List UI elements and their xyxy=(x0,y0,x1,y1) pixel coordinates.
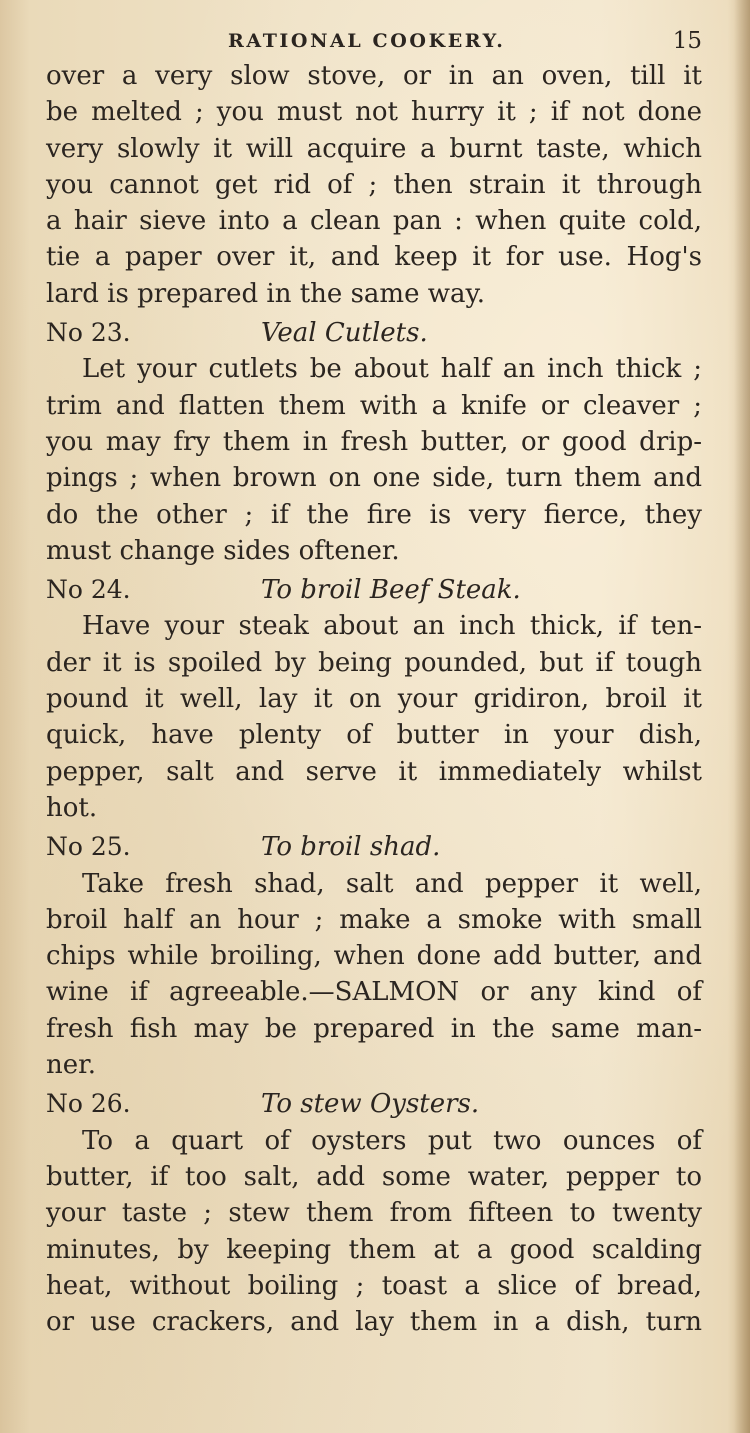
recipe-26 xyxy=(46,1086,702,1340)
text-line: quick, have plenty of butter in your dish, xyxy=(46,720,702,751)
text-line: tie a paper over it, and keep it for use. Hog's xyxy=(46,242,702,273)
text-line: pings ; when brown on one side, turn them and xyxy=(46,463,702,494)
text-line: broil half an hour ; make a smoke with small xyxy=(46,904,702,935)
text-line: Let your cutlets be about half an inch thick ; xyxy=(82,354,702,385)
text-line: you may fry them in fresh butter, or good drip- xyxy=(46,426,702,457)
text-line: Have your steak about an inch thick, if ten- xyxy=(82,611,702,642)
running-head: RATIONAL COOKERY. xyxy=(228,30,506,52)
recipe-title: To broil Beef Steak. xyxy=(261,575,521,606)
recipe-number: No 23. xyxy=(46,318,131,348)
text-line: lard is prepared in the same way. xyxy=(46,278,485,309)
recipe-heading xyxy=(46,829,702,865)
recipe-24 xyxy=(46,572,702,826)
text-line: wine if agreeable.—SALMON or any kind of xyxy=(46,977,702,1008)
recipe-heading xyxy=(46,315,702,351)
page-number: 15 xyxy=(672,28,702,54)
text-line: a hair sieve into a clean pan : when quite cold, xyxy=(46,206,702,237)
recipe-title: Veal Cutlets. xyxy=(261,318,428,349)
text-line: chips while broiling, when done add butter, and xyxy=(46,941,702,972)
text-line: Take fresh shad, salt and pepper it well, xyxy=(82,868,702,899)
recipe-number: No 25. xyxy=(46,832,131,862)
text-line: be melted ; you must not hurry it ; if not done xyxy=(46,97,702,128)
recipe-number: No 24. xyxy=(46,575,131,605)
text-line: do the other ; if the fire is very fierce, they xyxy=(46,499,702,530)
text-line: pound it well, lay it on your gridiron, broil it xyxy=(46,684,702,715)
text-line: ner. xyxy=(46,1050,96,1081)
text-line: fresh fish may be prepared in the same man- xyxy=(46,1013,702,1044)
text-line: you cannot get rid of ; then strain it through xyxy=(46,169,702,200)
text-line: your taste ; stew them from fifteen to twenty xyxy=(46,1198,702,1229)
page-edge-shadow xyxy=(734,0,750,1433)
text-line: trim and flatten them with a knife or cleaver ; xyxy=(46,390,702,421)
text-line: must change sides oftener. xyxy=(46,535,400,566)
recipe-title: To broil shad. xyxy=(261,832,441,863)
text-line: or use crackers, and lay them in a dish, turn xyxy=(46,1307,702,1338)
text-line: minutes, by keeping them at a good scalding xyxy=(46,1234,702,1265)
text-line: hot. xyxy=(46,792,98,823)
text-line: over a very slow stove, or in an oven, till it xyxy=(46,61,702,91)
text-line: butter, if too salt, add some water, pepper to xyxy=(46,1161,702,1192)
recipe-heading xyxy=(46,1086,702,1122)
recipe-25 xyxy=(46,829,702,1083)
recipe-number: No 26. xyxy=(46,1089,131,1119)
text-line: very slowly it will acquire a burnt taste, which xyxy=(46,133,702,164)
text-line: heat, without boiling ; toast a slice of bread, xyxy=(46,1270,702,1301)
continued-paragraph xyxy=(46,58,702,312)
recipe-heading xyxy=(46,572,702,608)
page-header xyxy=(48,30,702,60)
text-line: To a quart of oysters put two ounces of xyxy=(82,1125,702,1156)
recipe-title: To stew Oysters. xyxy=(261,1089,480,1120)
text-line: der it is spoiled by being pounded, but if tough xyxy=(46,647,702,678)
page-body xyxy=(46,58,702,1340)
recipe-23 xyxy=(46,315,702,569)
text-line: pepper, salt and serve it immediately whilst xyxy=(46,756,702,787)
